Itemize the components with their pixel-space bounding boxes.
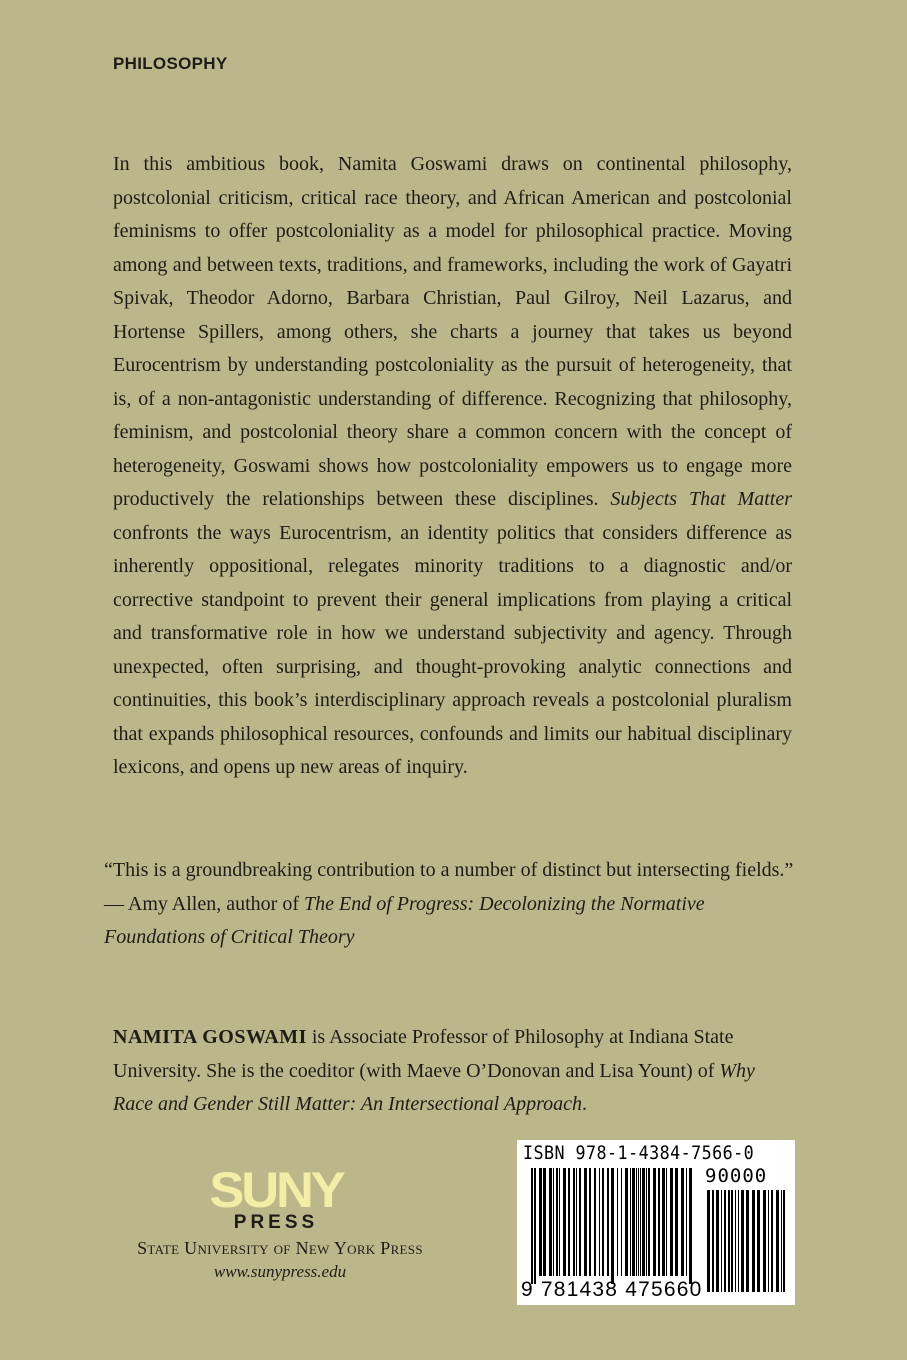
barcode-bar [559,1168,560,1276]
barcode-bar [741,1190,744,1292]
barcode-bar [579,1168,581,1276]
description-part-2: confronts the ways Eurocentrism, an identity politics that considers difference as inherently oppositional, relegates minority traditions to a diagnostic and/or corrective standpoint to prevent their general implications from playing a critical and transformative role in how we understand subjectivity and agency. Through unexpected, often surprising, and thought-provoking analytic connections and continuities, this book’s interdisciplinary approach reveals a postcolonial pluralism that expands philosophical resources, confounds and limits our habitual disciplinary lexicons, and opens up new areas of inquiry. [113,521,792,778]
barcode-bar [738,1190,739,1292]
barcode-bar [724,1190,726,1292]
barcode-bar [638,1168,639,1276]
barcode-bar [632,1168,635,1276]
barcode-bar [642,1168,645,1276]
barcode-bar [599,1168,600,1276]
barcode-bar [539,1168,542,1276]
addon-bars [707,1190,785,1292]
barcode-bar [549,1168,552,1276]
logo-suny-text: SUNY [209,1162,343,1218]
book-title: Subjects That Matter [610,488,792,510]
coedited-work-title: Why Race and Gender Still Matter: An Intersectional Approach [113,1059,755,1115]
barcode-bar [589,1168,591,1276]
barcode-bar [621,1168,622,1276]
barcode-bar [543,1168,546,1276]
barcode-bar [576,1168,577,1276]
ean-bars [531,1168,692,1284]
barcode-bar [746,1190,749,1292]
isbn-barcode [517,1140,795,1305]
endorsement-quote [104,854,794,955]
barcode-bar [573,1168,575,1276]
barcode-bar [731,1190,733,1292]
barcode-bar [630,1168,631,1276]
barcode-bar [763,1190,766,1292]
barcode-bar [568,1168,570,1276]
barcode-bar [735,1190,736,1292]
barcode-bar [611,1168,614,1284]
barcode-bar [534,1168,536,1284]
ean-number: 9 781438 475660 [521,1278,703,1301]
category-label: PHILOSOPHY [113,54,228,73]
barcode-bar [716,1190,719,1292]
barcode-bar [757,1190,760,1292]
barcode-bar [594,1168,596,1276]
barcode-bar [675,1168,678,1276]
endorser-work-title: The End of Progress: Decolonizing the Normative Foundations of Critical Theory [104,892,705,948]
barcode-bar [625,1168,628,1276]
barcode-bar [783,1190,785,1292]
publisher-website: www.sunypress.edu [213,1262,347,1281]
barcode-bar [686,1168,687,1276]
barcode-bar [712,1190,714,1292]
barcode-bar [563,1168,566,1276]
barcode-bar [617,1168,618,1276]
barcode-bar [556,1168,558,1276]
barcode-bar [670,1168,673,1276]
barcode-bar [640,1168,641,1276]
barcode-bar [752,1190,755,1292]
barcode-bar [607,1168,609,1276]
barcode-bar [728,1190,730,1292]
author-bio [113,1021,795,1122]
barcode-bar [553,1168,554,1276]
barcode-bar [662,1168,665,1276]
barcode-bar [636,1168,637,1276]
suny-press-logo [196,1162,356,1234]
author-name: NAMITA GOSWAMI [113,1026,307,1048]
barcode-bar [707,1190,710,1292]
publisher-name: State University of New York Press [137,1238,423,1258]
barcode-bar [781,1190,782,1292]
barcode-bar [681,1168,684,1276]
logo-press-text: PRESS [233,1212,319,1233]
barcode-bar [768,1190,769,1292]
book-description [113,148,792,785]
barcode-bar [776,1190,779,1292]
barcode-bar [689,1168,692,1284]
endorsement-text: “This is a groundbreaking contribution to a number of distinct but intersecting fields.” — Amy Allen, author of [104,859,794,915]
description-part-1: In this ambitious book, Namita Goswami draws on continental philosophy, postcolonial criticism, critical race theory, and African American and postcolonial feminisms to offer postcoloniality as a model for philosophical practice. Moving among and between texts, traditions, and frameworks, including the work of Gayatri Spivak, Theodor Adorno, Barbara Christian, Paul Gilroy, Neil Lazarus, and Hortense Spillers, among others, she charts a journey that takes us beyond Eurocentrism by understanding postcoloniality as the pursuit of heterogeneity, that is, of a non-antagonistic understanding of difference. Recognizing that philosophy, feminism, and postcolonial theory share a common concern with the concept of heterogeneity, Goswami shows how postcoloniality empowers us to engage more productively the relationships between these disciplines. [113,153,792,510]
barcode-bar [648,1168,650,1276]
barcode-bar [653,1168,656,1276]
barcode-bar [584,1168,587,1276]
barcode-bar [771,1190,773,1292]
bio-text: is Associate Professor of Philosophy at Indiana State University. She is the coeditor (with Maeve O’Donovan and Lisa Yount) of [113,1026,734,1082]
barcode-bar [658,1168,660,1276]
barcode-bar [721,1190,722,1292]
price-addon-label: 90000 [705,1165,768,1187]
barcode-bar [646,1168,647,1276]
barcode-bar [602,1168,604,1276]
barcode-bar [531,1168,533,1284]
bio-end: . [581,1093,587,1115]
isbn-label: ISBN 978-1-4384-7566-0 [523,1142,755,1164]
barcode-bar [666,1168,667,1276]
